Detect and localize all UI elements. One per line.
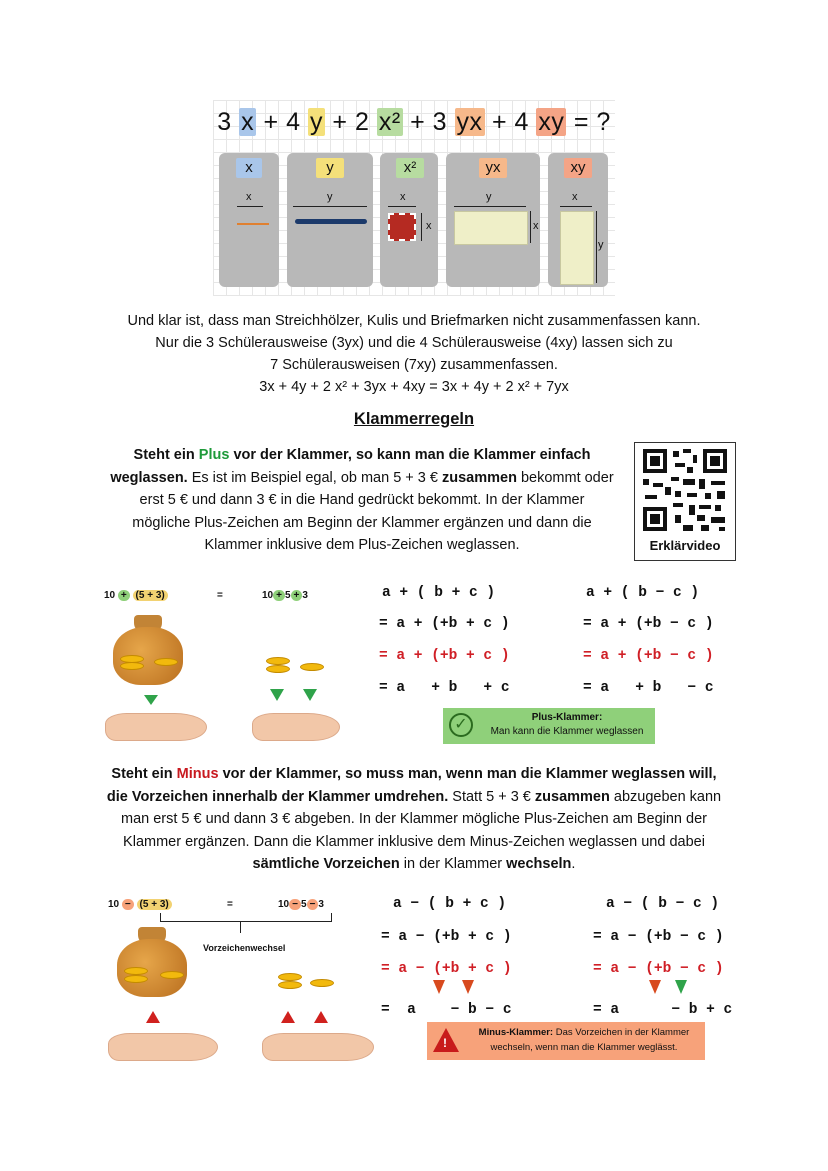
qr-code[interactable] — [634, 442, 736, 561]
dim-arrow — [421, 213, 422, 241]
text: vor der Klammer, so muss man, wenn man die Klammer weglassen will, — [218, 766, 717, 782]
dim-arrow — [237, 206, 263, 207]
dim-label: x — [246, 191, 252, 203]
plus-example-left: 10 + (5 + 3) — [104, 590, 168, 601]
arrow-up-icon — [281, 1011, 295, 1023]
dim-arrow — [454, 206, 526, 207]
id-card-icon — [560, 211, 594, 285]
pen-icon — [295, 219, 367, 224]
bracket-line — [160, 913, 161, 921]
paren-term: (5 + 3) — [137, 899, 172, 910]
plus-example-right: 10 + 5 + 3 — [262, 590, 308, 601]
text: in der Klammer — [399, 856, 507, 872]
text: erst 5 € und dann 3 € in die Hand gedrückt bekommt. In der Klammer — [139, 492, 585, 508]
bracket-line — [331, 913, 332, 921]
minus-paragraph — [80, 763, 748, 876]
arrow-up-icon — [314, 1011, 328, 1023]
coin-icon — [154, 658, 178, 666]
math-line: = a + (+b − c ) — [583, 616, 714, 632]
dim-label: y — [598, 239, 604, 251]
eq-var-x2: x² — [378, 108, 401, 136]
text: 10 — [108, 899, 120, 910]
text: 10 — [104, 590, 116, 601]
coin-icon — [124, 975, 148, 983]
math-line-highlight — [381, 961, 512, 977]
eq-term: + 4 — [263, 108, 301, 136]
hand-icon — [105, 713, 207, 741]
dim-label: x — [426, 220, 432, 232]
sign-change-arrow-icon — [433, 980, 445, 994]
text: 5 — [300, 899, 307, 910]
intro-paragraph — [80, 310, 748, 398]
equals-sign: = — [227, 899, 233, 910]
eq-var-yx: yx — [456, 108, 483, 136]
text: Klammer ergänzen. Dann die Klammer inklusive dem Minus-Zeichen weglassen und dabei — [123, 833, 705, 850]
card-xy — [548, 153, 608, 287]
math-line: = a − b + c — [593, 1002, 733, 1018]
dim-label: y — [486, 191, 492, 203]
coin-icon — [120, 662, 144, 670]
eq-term: + 3 — [410, 108, 448, 136]
eq-var-xy: xy — [538, 108, 565, 136]
paren-term: (5 + 3) — [133, 590, 168, 601]
text: Klammer inklusive dem Plus-Zeichen weglassen. — [204, 537, 520, 553]
text: . — [571, 856, 576, 872]
math-line-highlight — [379, 648, 510, 664]
bracket-line — [240, 921, 241, 933]
coin-icon — [266, 665, 290, 673]
card-y — [287, 153, 373, 287]
math-line: a − ( b + c ) — [393, 896, 507, 912]
math-line-highlight — [583, 648, 714, 664]
text: 10 — [278, 899, 290, 910]
text: Steht ein — [111, 766, 177, 782]
text: 10 — [262, 590, 274, 601]
eq-var-y: y — [309, 108, 323, 136]
coin-icon — [278, 973, 302, 981]
match-icon — [237, 223, 269, 225]
coin-icon — [160, 971, 184, 979]
eq-term: = ? — [573, 108, 611, 136]
eq-term: + 2 — [332, 108, 370, 136]
arrow-down-icon — [303, 689, 317, 701]
plus-rule-box — [443, 708, 655, 744]
variables-figure — [213, 100, 615, 296]
hand-icon — [262, 1033, 374, 1061]
card-label: yx — [479, 158, 507, 178]
arrow-down-icon — [270, 689, 284, 701]
sign-change-arrow-icon — [675, 980, 687, 994]
intro-line: Nur die 3 Schülerausweise (3yx) und die 4 Schülerausweise (4xy) lassen sich zu — [155, 335, 673, 351]
card-label: xy — [564, 158, 592, 178]
box-title: Plus-Klammer: — [531, 712, 603, 723]
arrow-up-icon — [146, 1011, 160, 1023]
text: Es ist im Beispiel egal, ob man 5 + 3 € — [187, 469, 442, 486]
plus-illustration — [100, 585, 340, 750]
card-label: x — [236, 158, 262, 178]
hand-icon — [252, 713, 340, 741]
text: zusammen — [441, 469, 517, 486]
text: = a + (+b − c ) — [583, 648, 714, 664]
text: abzugeben kann — [609, 788, 722, 805]
dim-label: x — [400, 191, 406, 203]
hand-icon — [108, 1033, 218, 1061]
coin-icon — [266, 657, 290, 665]
math-line: a + ( b − c ) — [586, 585, 700, 601]
math-line-highlight — [593, 961, 724, 977]
text: mögliche Plus-Zeichen am Beginn der Klammer ergänzen und dann die — [132, 514, 592, 531]
vorzeichenwechsel-label: Vorzeichenwechsel — [203, 943, 286, 953]
plus-paragraph — [92, 444, 632, 557]
minus-rule-box — [427, 1022, 705, 1060]
math-line: = a + b − c — [583, 680, 714, 696]
dim-arrow — [388, 206, 416, 207]
bracket-line — [160, 921, 332, 922]
sign-change-arrow-icon — [649, 980, 661, 994]
text: Statt 5 + 3 € — [448, 788, 535, 805]
eq-term: + 4 — [491, 108, 529, 136]
card-label: x² — [396, 158, 424, 178]
text: man erst 5 € und dann 3 € abgeben. In der Klammer mögliche Plus-Zeichen am Beginn der — [121, 811, 707, 827]
card-x2 — [380, 153, 438, 287]
dim-label: x — [572, 191, 578, 203]
text: Das Vorzeichen in der Klammer — [555, 1027, 690, 1038]
text: weglassen. — [110, 469, 188, 486]
dim-arrow — [293, 206, 367, 207]
warning-icon: ! — [443, 1036, 447, 1050]
minus-example-left: 10 − (5 + 3) — [108, 899, 172, 910]
coin-icon — [278, 981, 302, 989]
box-text: Man kann die Klammer weglassen — [490, 726, 644, 737]
math-line: a − ( b − c ) — [606, 896, 720, 912]
qr-label: Erklärvideo — [649, 538, 721, 553]
id-card-icon — [454, 211, 528, 245]
minus-example-right: 10 − 5 − 3 — [278, 899, 324, 910]
equation — [213, 108, 615, 137]
card-yx — [446, 153, 540, 287]
box-title: Minus-Klammer: — [478, 1027, 554, 1038]
text: = a + (+b + c ) — [379, 648, 510, 664]
text: = a + (+b + c ) — [379, 616, 510, 632]
sign-change-arrow-icon — [462, 980, 474, 994]
arrow-down-icon — [144, 695, 158, 705]
text: bekommt oder — [516, 469, 614, 486]
intro-line: Und klar ist, dass man Streichhölzer, Kulis und Briefmarken nicht zusammenfassen kann. — [127, 313, 701, 329]
math-line: = a − (+b − c ) — [593, 929, 724, 945]
dim-arrow — [530, 211, 531, 243]
text: die Vorzeichen innerhalb der Klammer umdrehen. — [106, 788, 449, 805]
intro-equation: 3x + 4y + 2 x² + 3yx + 4xy = 3x + 4y + 2 x² + 7yx — [259, 379, 569, 395]
stamp-icon — [388, 213, 416, 241]
eq-var-x: x — [241, 108, 255, 136]
dim-label: x — [533, 220, 539, 232]
text: zusammen — [534, 788, 610, 805]
text: 5 — [284, 590, 291, 601]
minus-illustration — [100, 895, 380, 1065]
math-line: = a − (+b + c ) — [381, 929, 512, 945]
card-x — [219, 153, 279, 287]
coin-icon — [310, 979, 334, 987]
text: sämtliche Vorzeichen — [252, 856, 400, 872]
box-text — [467, 1027, 701, 1038]
dim-label: y — [327, 191, 333, 203]
plus-word: Plus — [198, 447, 230, 463]
box-text: wechseln, wenn man die Klammer weglässt. — [490, 1042, 678, 1053]
text: wechseln — [506, 856, 572, 872]
intro-line: 7 Schülerausweisen (7xy) zusammenfassen. — [270, 357, 558, 373]
math-line: = a + b + c — [379, 680, 510, 696]
text: 3 — [318, 899, 324, 910]
coin-icon — [124, 967, 148, 975]
dim-arrow — [560, 206, 592, 207]
text: = a − (+b + c ) — [381, 961, 512, 977]
dim-arrow — [596, 211, 597, 283]
qr-icon — [635, 443, 735, 538]
text: 3 — [302, 590, 308, 601]
equals-sign: = — [217, 590, 223, 601]
text: vor der Klammer, so kann man die Klammer einfach — [229, 447, 591, 463]
coin-icon — [300, 663, 324, 671]
minus-word: Minus — [176, 766, 219, 782]
card-label: y — [316, 158, 344, 178]
checkmark-icon: ✓ — [449, 713, 473, 737]
eq-term: 3 — [217, 108, 232, 136]
math-line: a + ( b + c ) — [382, 585, 496, 601]
text: Steht ein — [133, 447, 199, 463]
section-title: Klammerregeln — [353, 410, 475, 428]
text: = a − (+b − c ) — [593, 961, 724, 977]
math-line — [379, 616, 510, 632]
math-line: = a − b − c — [381, 1002, 512, 1018]
